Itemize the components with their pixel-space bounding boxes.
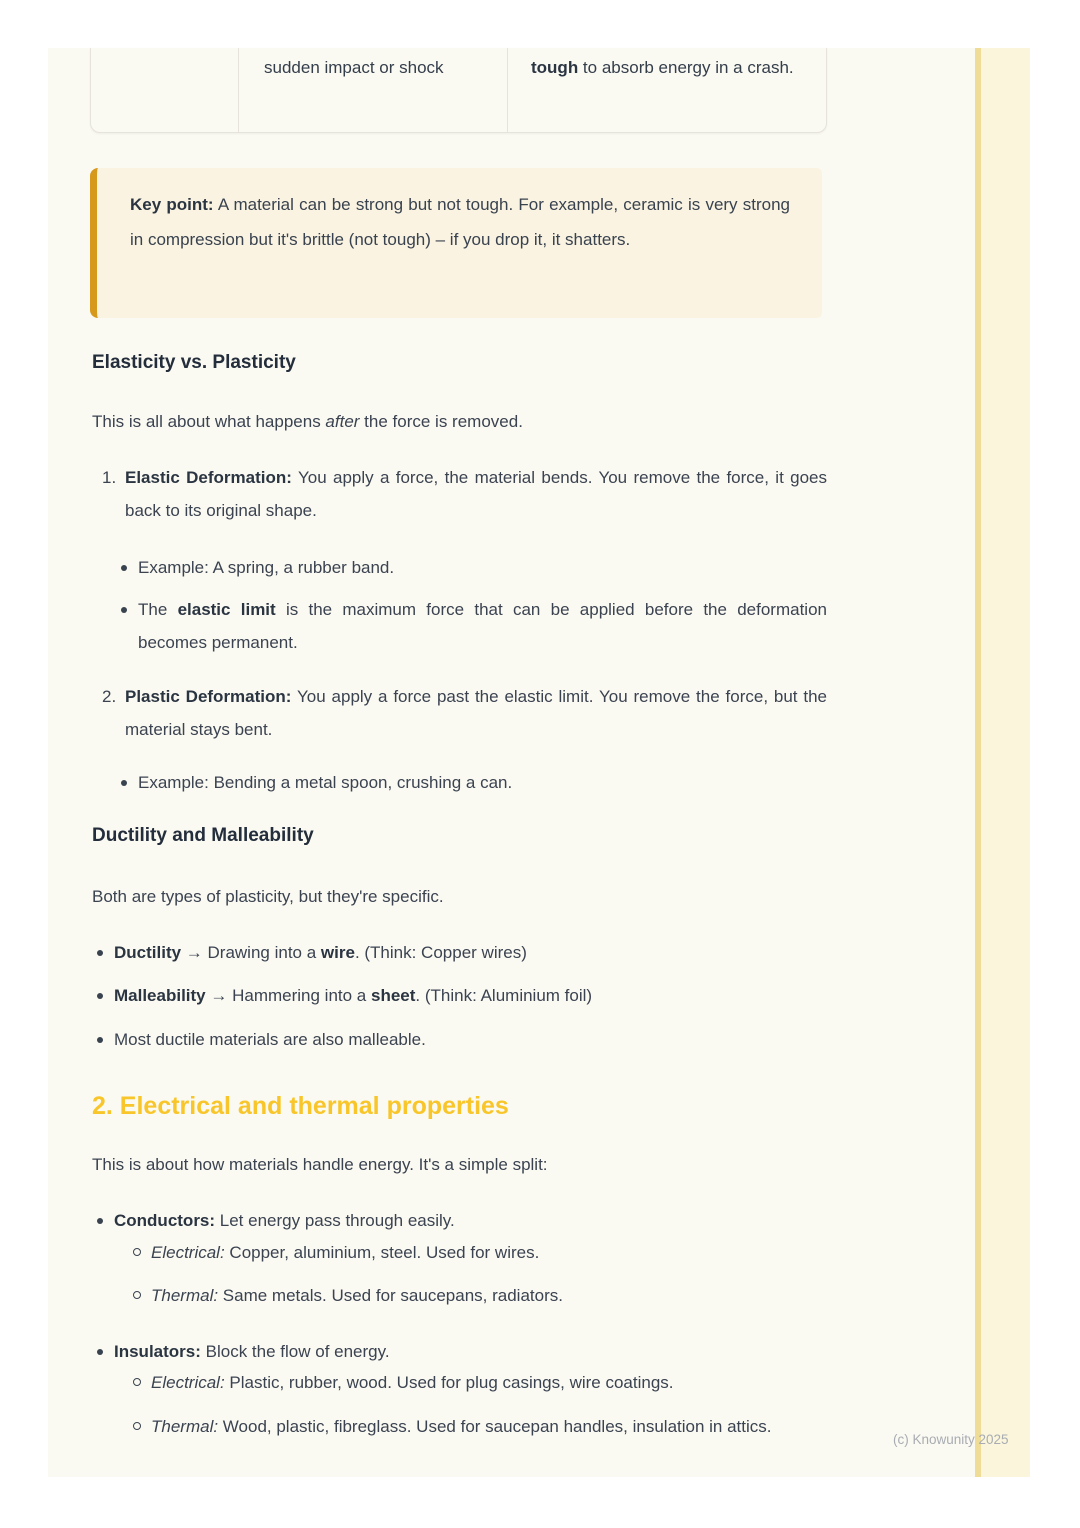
sub-bullet-conductors-electrical: Electrical: Copper, aluminium, steel. Used for wires. [92,1236,827,1269]
bullet-elastic-limit: The elastic limit is the maximum force that can be applied before the deformation becomes permanent. [92,593,827,659]
bullet-malleability: Malleability → Hammering into a sheet. (Think: Aluminium foil) [92,979,827,1012]
key-point-text: Key point: A material can be strong but not tough. For example, ceramic is very strong in compression but it's brittle (not tough) – if you drop it, it shatters. [130,195,791,249]
sub-bullet-insulators-thermal: Thermal: Wood, plastic, fibreglass. Used for saucepan handles, insulation in attics. [92,1410,827,1443]
bullet-icon [97,950,103,956]
bullet-example-spoon: Example: Bending a metal spoon, crushing a can. [92,766,827,799]
list-number: 1. [102,468,117,487]
circle-bullet-icon [133,1248,141,1256]
bullet-icon [121,780,127,786]
list-item-elastic-deformation: 1. Elastic Deformation: You apply a force, the material bends. You remove the force, it goes back to its original shape. [92,461,827,527]
note-page [48,48,1030,1477]
paragraph-after-force: This is all about what happens after the force is removed. [92,412,523,431]
heading-electrical-thermal: 2. Electrical and thermal properties [92,1092,509,1120]
heading-elasticity-vs-plasticity: Elasticity vs. Plasticity [92,352,296,373]
list-item-plastic-deformation: 2. Plastic Deformation: You apply a force past the elastic limit. You remove the force, but the material stays bent. [92,680,827,746]
paragraph-both-types: Both are types of plasticity, but they're specific. [92,887,444,906]
bullet-icon [97,993,103,999]
bullet-example-spring: Example: A spring, a rubber band. [92,551,827,584]
sub-bullet-conductors-thermal: Thermal: Same metals. Used for saucepans, radiators. [92,1279,827,1312]
list-number: 2. [102,687,117,706]
bullet-ductility: Ductility → Drawing into a wire. (Think: Copper wires) [92,936,827,969]
circle-bullet-icon [133,1291,141,1299]
bullet-icon [97,1037,103,1043]
circle-bullet-icon [133,1378,141,1386]
right-accent-strip [975,48,1030,1477]
bullet-most-ductile: Most ductile materials are also malleable. [92,1023,827,1056]
key-point-callout [90,168,822,318]
table-column-divider [238,48,239,132]
table-cell-impact: sudden impact or shock [264,58,444,77]
properties-table [90,48,827,133]
sub-bullet-insulators-electrical: Electrical: Plastic, rubber, wood. Used for plug casings, wire coatings. [92,1366,827,1399]
table-cell-tough: tough to absorb energy in a crash. [531,58,794,77]
bullet-conductors: Conductors: Let energy pass through easily. [92,1204,827,1237]
bullet-icon [97,1349,103,1355]
bullet-insulators: Insulators: Block the flow of energy. [92,1335,827,1368]
paragraph-handle-energy: This is about how materials handle energy. It's a simple split: [92,1155,548,1174]
copyright-watermark: (c) Knowunity 2025 [893,1432,1009,1447]
bullet-icon [97,1218,103,1224]
heading-ductility-malleability: Ductility and Malleability [92,825,314,846]
circle-bullet-icon [133,1422,141,1430]
table-column-divider [507,48,508,132]
bullet-icon [121,565,127,571]
bullet-icon [121,607,127,613]
